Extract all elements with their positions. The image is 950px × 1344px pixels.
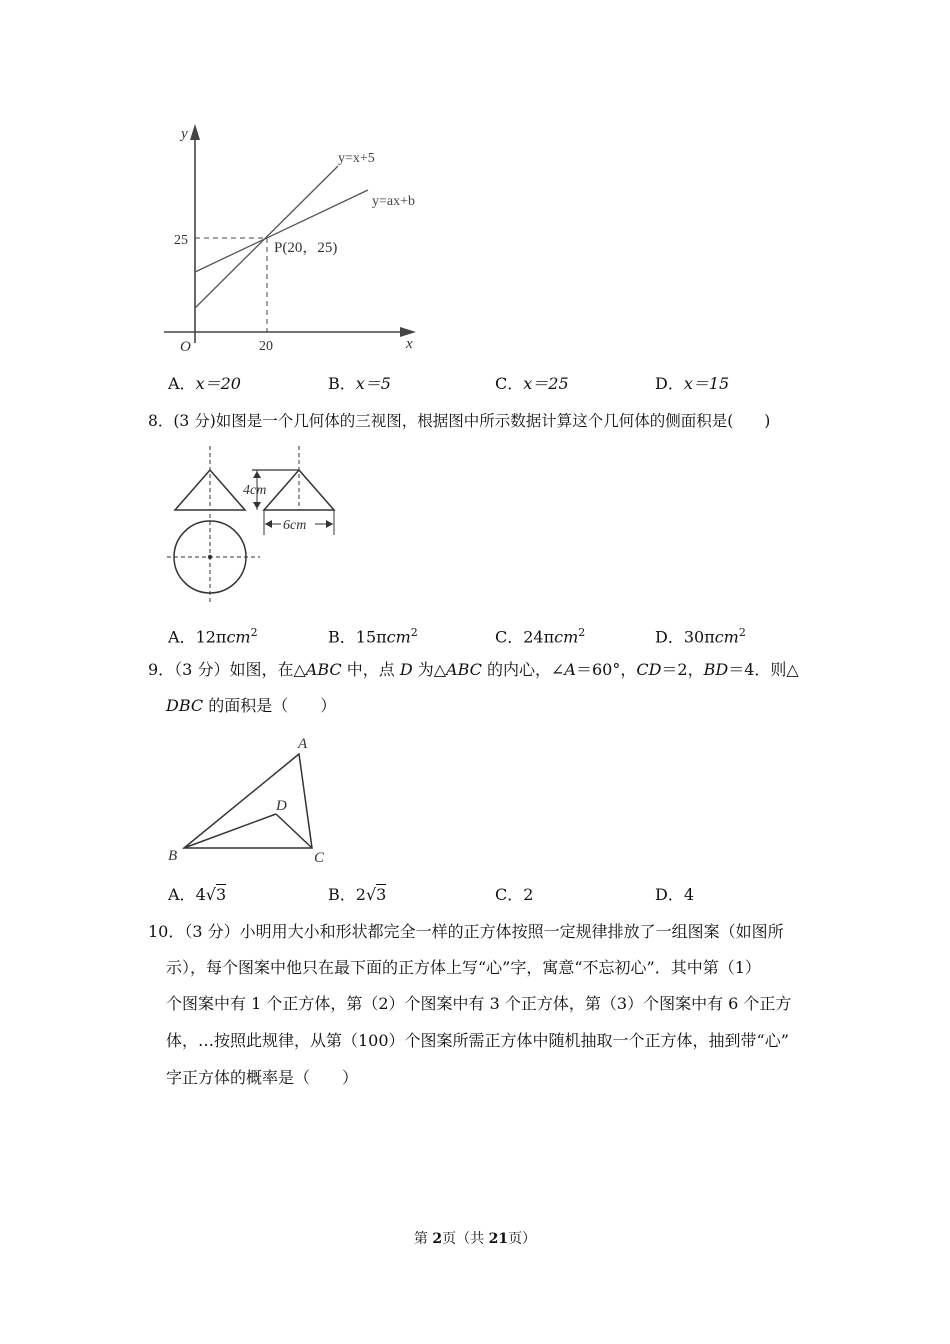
option-sup: 2 (250, 626, 258, 639)
q8-question-text: 8．(3 分)如图是一个几何体的三视图，根据图中所示数据计算这个几何体的侧面积是( ) (148, 412, 771, 430)
q8-option-d[interactable] (655, 623, 746, 647)
q10-line-1: 10．（3 分）小明用大小和形状都完全一样的正方体按照一定规律排放了一组图案（如图所 (148, 922, 784, 941)
q7-graph-figure (160, 118, 440, 358)
q9-var: BD (703, 660, 729, 679)
q7-option-c[interactable] (495, 374, 569, 394)
q9-text: ＝4．则△ (728, 660, 799, 679)
segment-cd (276, 814, 312, 848)
option-expr: x＝20 (195, 374, 241, 393)
q9-text: 中，点 (341, 660, 400, 679)
tick-x-20: 20 (259, 339, 273, 354)
q9-var: ABC (446, 660, 482, 679)
option-letter: D． (655, 374, 684, 393)
vertex-c-label: C (314, 850, 325, 866)
option-letter: D． (655, 627, 684, 647)
footer-page-number: 2 (432, 1231, 443, 1247)
option-value: 4 (683, 885, 695, 904)
line-y-ax-plus-b (195, 190, 368, 272)
q9-text: ＝60°， (575, 660, 637, 679)
q9-option-a[interactable] (168, 885, 226, 905)
option-letter: A． (168, 627, 196, 647)
q9-var: A (564, 660, 576, 679)
x-axis-label: x (406, 336, 413, 352)
triangle-abc (184, 754, 312, 848)
option-num: 30π (683, 627, 715, 647)
option-num: 24π (523, 627, 555, 647)
q9-option-d[interactable] (655, 885, 694, 905)
line2-label: y=ax+b (372, 194, 416, 209)
q9-text: 的面积是（ ） (203, 696, 337, 715)
option-value: 2 (523, 885, 534, 904)
option-sup: 2 (738, 626, 746, 639)
q9-text: ＝2， (661, 660, 704, 679)
option-letter: B． (328, 374, 356, 393)
vertex-a-label: A (298, 736, 308, 752)
q9-text: 9．（3 分）如图，在△ (148, 660, 306, 679)
q10-line-2: 示），每个图案中他只在最下面的正方体上写“心”字，寓意“不忘初心”．其中第（1） (166, 958, 761, 977)
q9-var: ABC (305, 660, 342, 679)
option-expr: x＝25 (523, 374, 569, 393)
q9-text: 为△ (412, 660, 447, 679)
option-letter: C． (495, 627, 524, 647)
option-unit: cm (386, 627, 411, 647)
q8-three-view-figure (165, 440, 345, 610)
option-radicand: 3 (376, 885, 387, 904)
option-letter: A． (168, 885, 196, 904)
q8-option-a[interactable] (168, 623, 258, 647)
y-axis-arrow-icon (190, 124, 200, 140)
sqrt-icon: √ (365, 885, 377, 904)
option-letter: A． (168, 374, 196, 393)
origin-label: O (180, 339, 191, 355)
page-footer (0, 1228, 950, 1248)
option-coef: 4 (195, 885, 206, 904)
point-p-label: P(20，25) (274, 240, 338, 256)
option-letter: D． (655, 885, 684, 904)
footer-total-pages: 21 (488, 1231, 509, 1247)
footer-text: 页（共 (442, 1231, 489, 1247)
tick-y-25: 25 (174, 233, 188, 248)
vertex-b-label: B (168, 848, 178, 864)
option-unit: cm (714, 627, 739, 647)
q8-option-b[interactable] (328, 623, 418, 647)
option-num: 15π (355, 627, 387, 647)
q10-line-3: 个图案中有 1 个正方体，第（2）个图案中有 3 个正方体，第（3）个图案中有 6 个正方 (166, 994, 792, 1013)
sqrt-icon: √ (205, 885, 216, 904)
q10-line-4: 体，…按照此规律，从第（100）个图案所需正方体中随机抽取一个正方体，抽到带“心” (166, 1031, 789, 1050)
option-unit: cm (554, 627, 579, 647)
option-letter: B． (328, 627, 356, 647)
q9-option-c[interactable] (495, 885, 533, 905)
q9-triangle-figure (160, 730, 340, 870)
q10-line-5: 字正方体的概率是（ ） (166, 1068, 359, 1087)
q7-option-b[interactable] (328, 374, 391, 394)
q9-question-line1 (148, 660, 799, 680)
height-arrow-down-icon (253, 502, 261, 509)
q8-option-c[interactable] (495, 623, 585, 647)
option-expr: x＝5 (355, 374, 391, 393)
option-unit: cm (226, 627, 251, 647)
q9-text: 的内心，∠ (481, 660, 565, 679)
q9-option-b[interactable] (328, 885, 386, 905)
q7-option-d[interactable] (655, 374, 729, 394)
option-num: 12π (195, 627, 227, 647)
width-arrow-right-icon (326, 520, 333, 528)
option-expr: x＝15 (683, 374, 730, 393)
q7-option-a[interactable] (168, 374, 241, 394)
height-label: 4cm (243, 483, 267, 498)
point-d-label: D (276, 798, 287, 814)
option-coef: 2 (355, 885, 366, 904)
q9-var: D (399, 660, 413, 679)
option-letter: B． (328, 885, 356, 904)
y-axis-label: y (181, 126, 188, 142)
option-letter: C． (495, 885, 524, 904)
width-arrow-left-icon (265, 520, 272, 528)
line1-label: y=x+5 (338, 151, 375, 166)
q9-question-line2 (166, 696, 336, 716)
option-sup: 2 (578, 626, 586, 639)
q9-var: CD (636, 660, 662, 679)
option-radicand: 3 (215, 885, 227, 904)
segment-bd (184, 814, 276, 848)
option-letter: C． (495, 374, 524, 393)
option-sup: 2 (410, 626, 418, 639)
height-arrow-up-icon (253, 471, 261, 478)
footer-text: 第 (413, 1231, 433, 1247)
width-label: 6cm (283, 518, 307, 533)
footer-text: 页） (508, 1231, 537, 1247)
q9-var: DBC (166, 696, 204, 715)
top-view-center-dot (208, 555, 212, 559)
